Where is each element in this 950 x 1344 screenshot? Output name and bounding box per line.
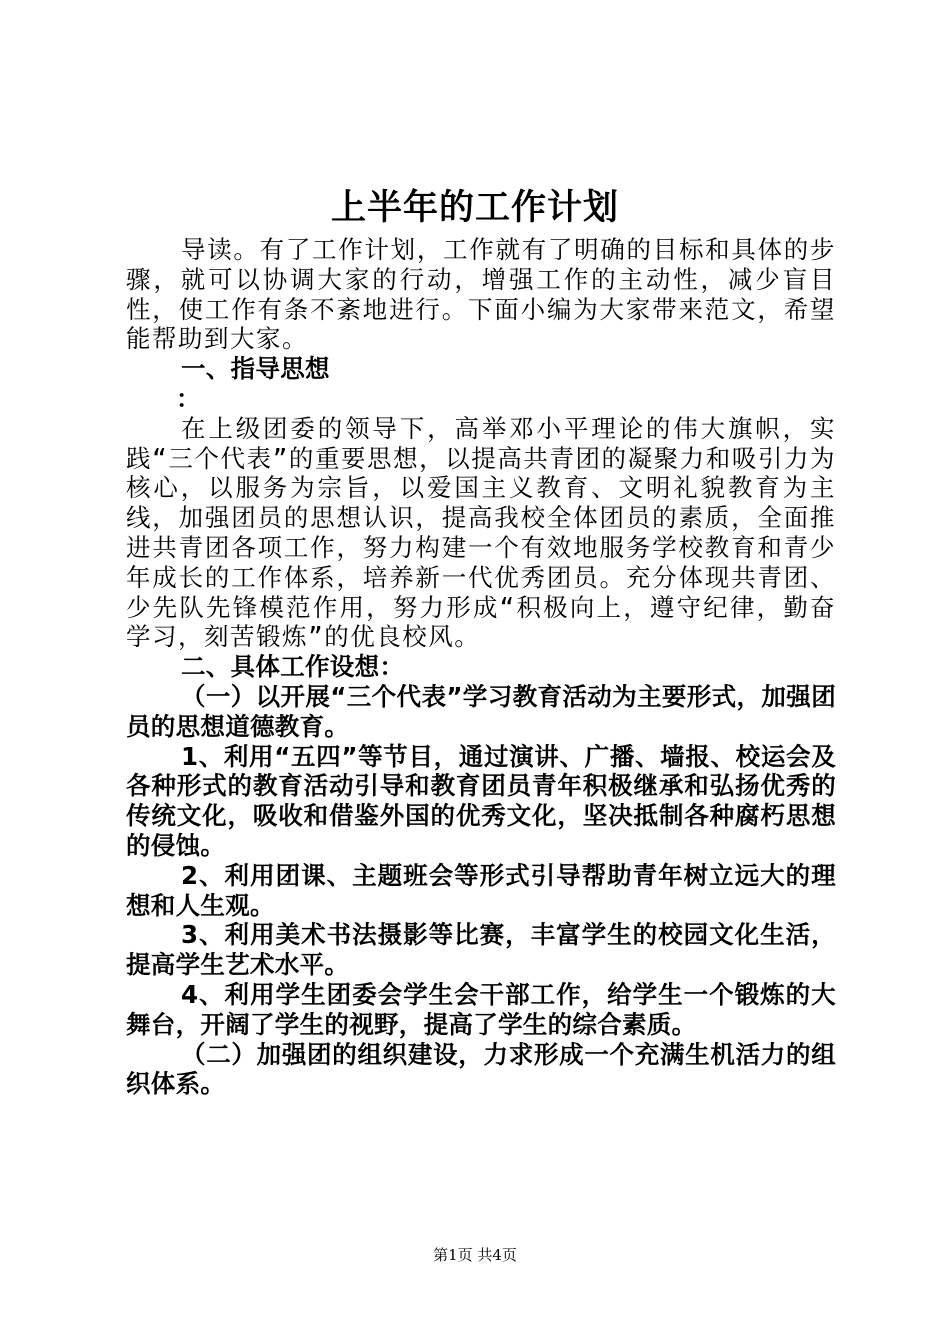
intro-paragraph: 导读。有了工作计划，工作就有了明确的目标和具体的步骤，就可以协调大家的行动，增强工作的主动性，减少盲目性，使工作有条不紊地进行。下面小编为大家带来范文，希望能帮助到大家。 bbox=[126, 235, 836, 354]
page-number-footer: 第1页 共4页 bbox=[433, 1246, 517, 1264]
guiding-ideology-paragraph: 在上级团委的领导下，高举邓小平理论的伟大旗帜，实践“三个代表”的重要思想，以提高共青团的凝聚力和吸引力为核心，以服务为宗旨，以爱国主义教育、文明礼貌教育为主线，加强团员的思想认识，提高我校全体团员的素质，全面推进共青团各项工作，努力构建一个有效地服务学校教育和青少年成长的工作体系，培养新一代优秀团员。充分体现共青团、少先队先锋模范作用，努力形成“积极向上，遵守纪律，勤奋学习，刻苦锻炼”的优良校风。 bbox=[126, 413, 836, 652]
section-heading-work-plan: 二、具体工作设想： bbox=[181, 652, 405, 682]
subsection-heading-one: （一）以开展“三个代表”学习教育活动为主要形式，加强团员的思想道德教育。 bbox=[126, 681, 836, 741]
document-title: 上半年的工作计划 bbox=[330, 187, 619, 228]
document-body bbox=[126, 235, 836, 1099]
item-paragraph-1: 1、利用“五四”等节目，通过演讲、广播、墙报、校运会及各种形式的教育活动引导和教育团员青年积极继承和弘扬优秀的传统文化，吸收和借鉴外国的优秀文化，坚决抵制各种腐朽思想的侵蚀。 bbox=[126, 741, 836, 860]
item-paragraph-2: 2、利用团课、主题班会等形式引导帮助青年树立远大的理想和人生观。 bbox=[126, 860, 836, 920]
subsection-heading-two: （二）加强团的组织建设，力求形成一个充满生机活力的组织体系。 bbox=[126, 1039, 836, 1099]
item-paragraph-4: 4、利用学生团委会学生会干部工作，给学生一个锻炼的大舞台，开阔了学生的视野，提高了学生的综合素质。 bbox=[126, 979, 836, 1039]
section-heading-guiding-ideology: 一、指导思想 bbox=[181, 354, 330, 384]
item-paragraph-3: 3、利用美术书法摄影等比赛，丰富学生的校园文化生活，提高学生艺术水平。 bbox=[126, 920, 836, 980]
colon-line: ： bbox=[176, 383, 201, 413]
